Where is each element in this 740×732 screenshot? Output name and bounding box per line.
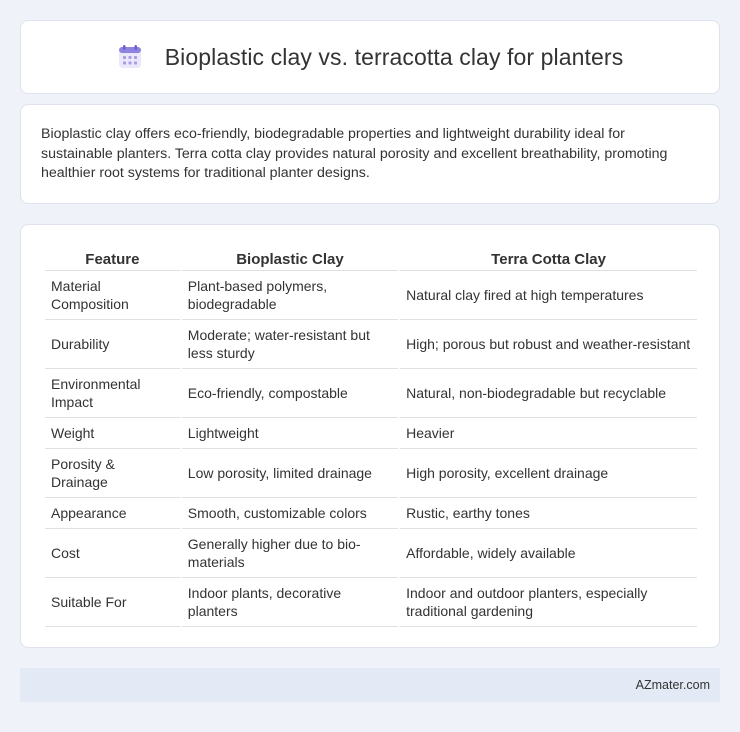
bioplastic-cell: Low porosity, limited drainage bbox=[182, 449, 398, 498]
feature-cell: Cost bbox=[45, 529, 180, 578]
comparison-table bbox=[43, 245, 699, 627]
terracotta-cell: Heavier bbox=[400, 418, 697, 449]
table-row bbox=[45, 320, 697, 369]
table-row bbox=[45, 498, 697, 529]
feature-cell: Environmental Impact bbox=[45, 369, 180, 418]
footer bbox=[20, 668, 720, 702]
terracotta-cell: Indoor and outdoor planters, especially traditional gardening bbox=[400, 578, 697, 627]
terracotta-cell: Natural, non-biodegradable but recyclable bbox=[400, 369, 697, 418]
feature-cell: Weight bbox=[45, 418, 180, 449]
table-row bbox=[45, 271, 697, 320]
comparison-card bbox=[20, 224, 720, 648]
bioplastic-cell: Generally higher due to bio-materials bbox=[182, 529, 398, 578]
title-card bbox=[20, 20, 720, 94]
bioplastic-cell: Plant-based polymers, biodegradable bbox=[182, 271, 398, 320]
terracotta-cell: High; porous but robust and weather-resistant bbox=[400, 320, 697, 369]
feature-cell: Suitable For bbox=[45, 578, 180, 627]
terracotta-cell: Rustic, earthy tones bbox=[400, 498, 697, 529]
intro-card bbox=[20, 104, 720, 204]
bioplastic-cell: Moderate; water-resistant but less sturdy bbox=[182, 320, 398, 369]
terracotta-cell: High porosity, excellent drainage bbox=[400, 449, 697, 498]
table-row bbox=[45, 449, 697, 498]
page-title: Bioplastic clay vs. terracotta clay for planters bbox=[164, 43, 624, 70]
intro-text: Bioplastic clay offers eco-friendly, biodegradable properties and lightweight durability ideal for sustainable planters. Terra cotta clay provides natural porosity and excellent breathability, promoting healthier root systems for traditional planter designs. bbox=[41, 126, 668, 181]
terracotta-cell: Affordable, widely available bbox=[400, 529, 697, 578]
feature-cell: Material Composition bbox=[45, 271, 180, 320]
bioplastic-cell: Smooth, customizable colors bbox=[182, 498, 398, 529]
bioplastic-cell: Eco-friendly, compostable bbox=[182, 369, 398, 418]
feature-cell: Porosity & Drainage bbox=[45, 449, 180, 498]
table-row bbox=[45, 369, 697, 418]
table-row bbox=[45, 418, 697, 449]
calendar-icon bbox=[117, 44, 143, 70]
bioplastic-cell: Indoor plants, decorative planters bbox=[182, 578, 398, 627]
header-feature: Feature bbox=[45, 245, 180, 271]
header-terracotta: Terra Cotta Clay bbox=[400, 245, 697, 271]
table-row bbox=[45, 529, 697, 578]
feature-cell: Appearance bbox=[45, 498, 180, 529]
feature-cell: Durability bbox=[45, 320, 180, 369]
terracotta-cell: Natural clay fired at high temperatures bbox=[400, 271, 697, 320]
footer-site-link[interactable]: AZmater.com bbox=[635, 678, 710, 692]
table-row bbox=[45, 578, 697, 627]
header-bioplastic: Bioplastic Clay bbox=[182, 245, 398, 271]
bioplastic-cell: Lightweight bbox=[182, 418, 398, 449]
table-header-row bbox=[45, 245, 697, 271]
